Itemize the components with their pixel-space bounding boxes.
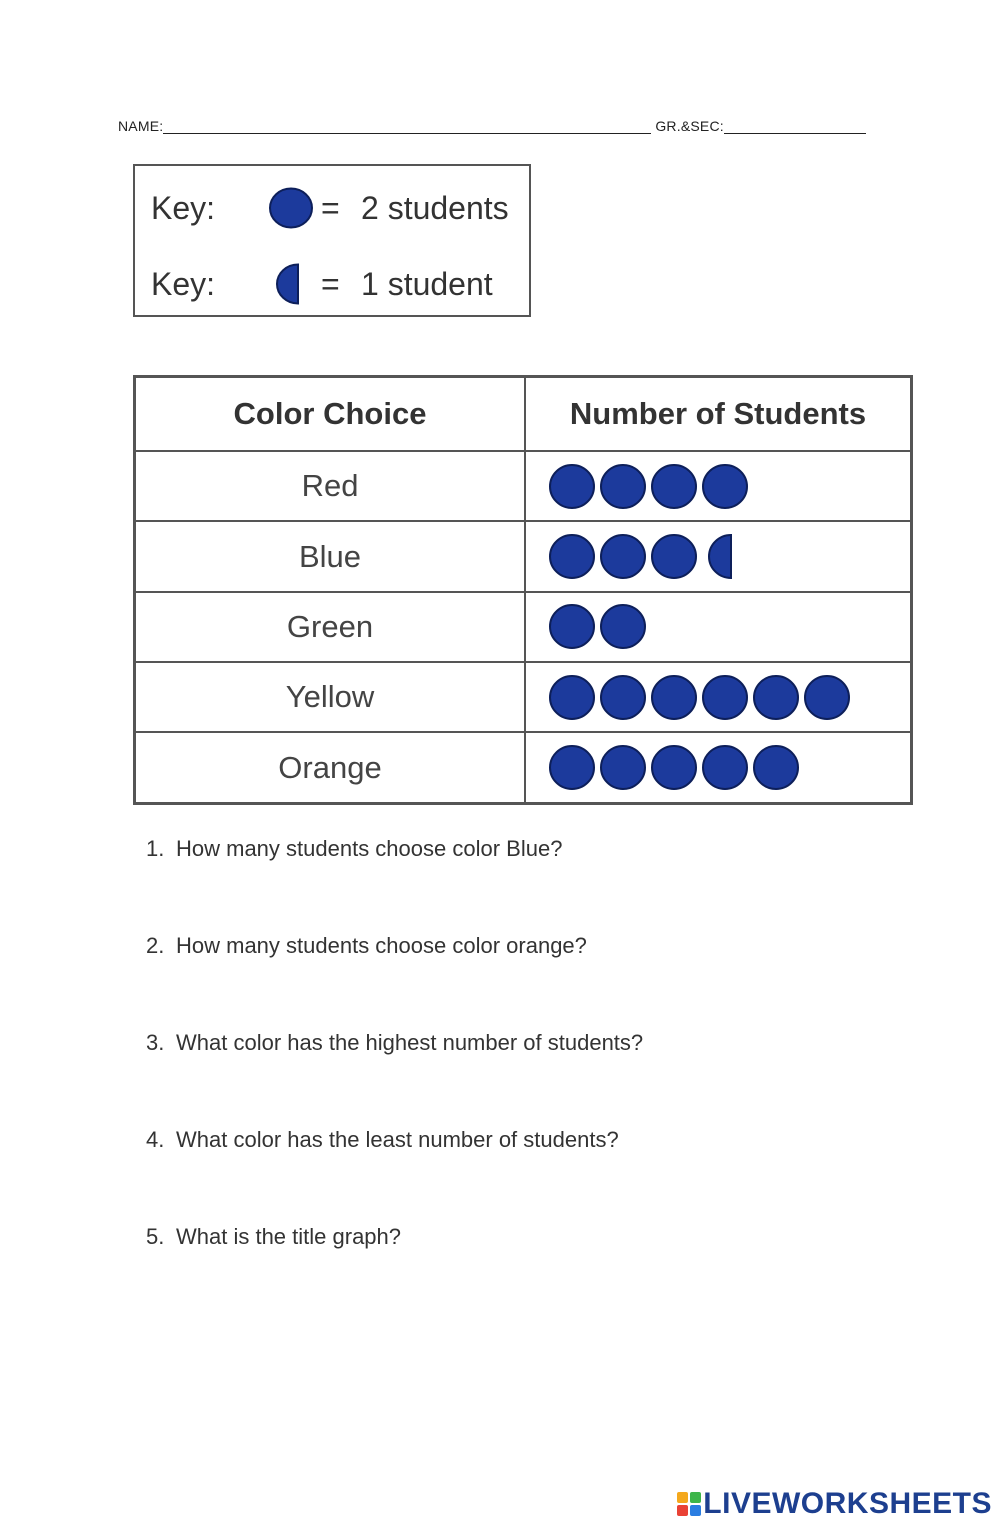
table-row xyxy=(135,521,912,591)
half-circle-icon xyxy=(261,263,321,305)
question-item xyxy=(146,836,643,933)
question-number: 5. xyxy=(146,1224,165,1249)
question-number: 2. xyxy=(146,933,165,958)
half-circle-symbol xyxy=(701,533,749,580)
key-value: 2 students xyxy=(361,189,509,226)
question-text: How many students choose color Blue? xyxy=(176,836,563,861)
table-row xyxy=(135,662,912,732)
full-circle-symbol xyxy=(599,463,647,510)
symbol-cell xyxy=(525,451,912,521)
pictograph-table xyxy=(133,375,913,805)
question-text: What is the title graph? xyxy=(176,1224,402,1249)
table-header-row xyxy=(135,377,912,452)
full-circle-symbol xyxy=(548,674,596,721)
table-row xyxy=(135,451,912,521)
full-circle-symbol xyxy=(701,744,749,791)
logo-square xyxy=(677,1492,688,1503)
full-circle-symbol xyxy=(650,744,698,791)
question-number: 1. xyxy=(146,836,165,861)
category-label: Yellow xyxy=(135,662,526,732)
section-field[interactable] xyxy=(724,119,866,134)
symbol-cell xyxy=(525,521,912,591)
question-list xyxy=(146,836,643,1321)
full-circle-symbol xyxy=(599,674,647,721)
table-row xyxy=(135,592,912,662)
category-label: Orange xyxy=(135,732,526,803)
key-row-full xyxy=(151,188,509,228)
question-text: What color has the highest number of students? xyxy=(176,1030,644,1055)
full-circle-symbol xyxy=(599,533,647,580)
category-label: Red xyxy=(135,451,526,521)
symbol-cell xyxy=(525,662,912,732)
full-circle-symbol xyxy=(548,744,596,791)
category-label: Blue xyxy=(135,521,526,591)
full-circle-symbol xyxy=(548,533,596,580)
question-item xyxy=(146,1224,643,1321)
key-label: Key: xyxy=(151,189,216,226)
question-item xyxy=(146,1030,643,1127)
question-item xyxy=(146,1127,643,1224)
name-field[interactable] xyxy=(163,119,651,134)
liveworksheets-brand[interactable] xyxy=(677,1487,992,1521)
question-text: What color has the least number of students? xyxy=(176,1127,619,1152)
question-item xyxy=(146,933,643,1030)
symbol-cell xyxy=(525,732,912,803)
full-circle-symbol xyxy=(752,674,800,721)
legend-key xyxy=(133,164,531,317)
name-label: NAME: xyxy=(118,118,164,134)
category-label: Green xyxy=(135,592,526,662)
symbol-cell xyxy=(525,592,912,662)
question-number: 3. xyxy=(146,1030,165,1055)
liveworksheets-logo-icon xyxy=(677,1492,701,1516)
full-circle-symbol xyxy=(650,674,698,721)
full-circle-symbol xyxy=(701,674,749,721)
key-row-half xyxy=(151,264,493,304)
full-circle-symbol xyxy=(752,744,800,791)
key-equals: = xyxy=(321,189,340,226)
table-row xyxy=(135,732,912,803)
column-header-number-of-students: Number of Students xyxy=(525,377,912,452)
key-label: Key: xyxy=(151,265,216,302)
full-circle-symbol xyxy=(701,463,749,510)
logo-square xyxy=(677,1505,688,1516)
question-number: 4. xyxy=(146,1127,165,1152)
logo-square xyxy=(690,1492,701,1503)
full-circle-symbol xyxy=(650,533,698,580)
worksheet-header xyxy=(118,118,870,134)
full-circle-symbol xyxy=(548,463,596,510)
logo-square xyxy=(690,1505,701,1516)
full-circle-symbol xyxy=(548,603,596,650)
key-equals: = xyxy=(321,265,340,302)
key-value: 1 student xyxy=(361,265,493,302)
full-circle-symbol xyxy=(599,744,647,791)
full-circle-icon xyxy=(261,187,321,229)
column-header-color-choice: Color Choice xyxy=(135,377,526,452)
full-circle-symbol xyxy=(650,463,698,510)
full-circle-symbol xyxy=(599,603,647,650)
section-label: GR.&SEC: xyxy=(655,118,724,134)
brand-text: LIVEWORKSHEETS xyxy=(703,1487,992,1520)
question-text: How many students choose color orange? xyxy=(176,933,587,958)
full-circle-symbol xyxy=(803,674,851,721)
